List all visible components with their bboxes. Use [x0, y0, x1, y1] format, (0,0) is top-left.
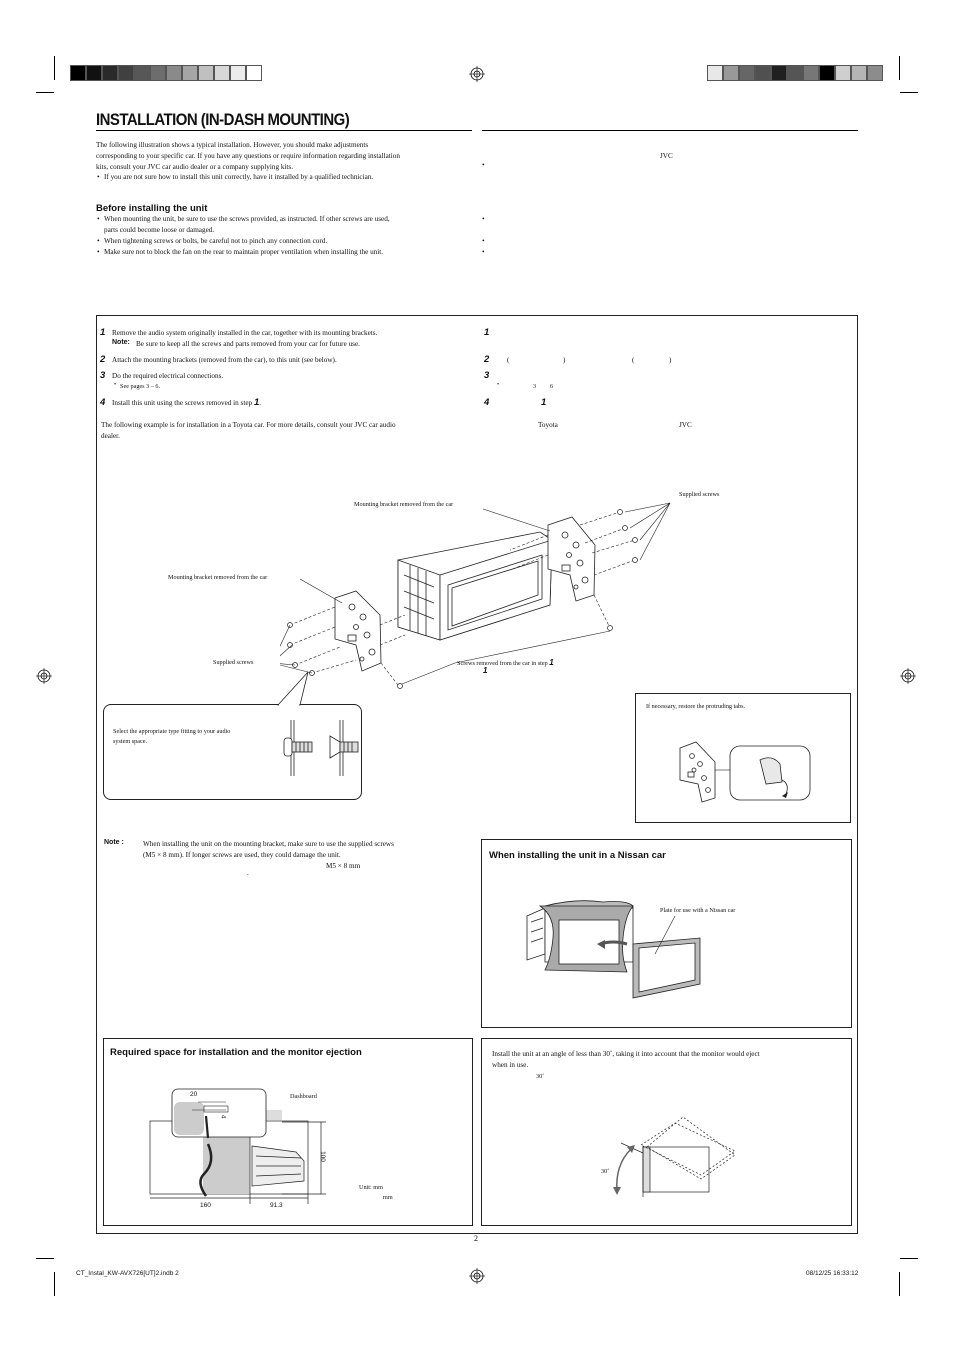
intro-line-3: kits, consult your JVC car audio dealer or a company supplying kits.: [96, 163, 294, 171]
registration-mark-bottom: [469, 1268, 485, 1284]
label-bracket-left: Mounting bracket removed from the car: [168, 574, 268, 581]
label-screws-removed-text: Screws removed from the car in step: [457, 660, 548, 667]
label-screws-removed-ref: 1: [549, 658, 554, 667]
color-swatch: [787, 65, 803, 81]
label-dashboard: Dashboard: [290, 1093, 317, 1100]
bullet-dot: •: [114, 382, 117, 388]
example-line-2: dealer.: [101, 432, 120, 440]
registration-mark-right: [900, 668, 916, 684]
bullet-dot: •: [497, 382, 500, 388]
label-screws-removed: [457, 659, 554, 668]
restore-tabs-diagram: [670, 740, 812, 804]
step-3-sub: See pages 3 – 6.: [120, 383, 161, 390]
bullet-dot: •: [482, 247, 485, 256]
label-bracket-top: Mounting bracket removed from the car: [354, 501, 454, 508]
step-1-text: Remove the audio system originally installed in the car, together with its mounting brackets.: [112, 329, 378, 337]
bullet-dot: •: [482, 214, 485, 223]
step-4-main: Install this unit using the screws removed in step: [112, 399, 253, 407]
note-line-1: When installing the unit on the mounting bracket, make sure to use the supplied screws: [143, 840, 394, 848]
color-swatch: [134, 65, 150, 81]
bullet-dot: •: [482, 236, 485, 245]
note-line-3: M5 × 8 mm: [326, 862, 361, 870]
title-rule-right: [482, 130, 858, 131]
select-type-line-1: Select the appropriate type fitting to your audio: [113, 728, 231, 735]
angle-line-2: when in use.: [492, 1061, 529, 1069]
bullet-dot: •: [482, 160, 485, 169]
nissan-plate-label: Plate for use with a Nissan car: [660, 907, 736, 914]
color-swatch: [755, 65, 771, 81]
right-step-3-page: 6: [550, 383, 554, 390]
angle-line-1: Install the unit at an angle of less than 30˚, taking it into account that the monitor would eject: [492, 1050, 760, 1058]
right-step-number: 3: [484, 370, 490, 381]
bullet-dot: •: [97, 247, 100, 256]
bullet-dot: •: [97, 236, 100, 245]
dim-160: 160: [200, 1202, 211, 1209]
right-step-number: 4: [484, 397, 490, 408]
step-2-text: Attach the mounting brackets (removed from the car), to this unit (see below).: [112, 356, 337, 364]
color-swatch: [102, 65, 118, 81]
intro-line-2: corresponding to your specific car. If you have any questions or require information regarding installation: [96, 152, 400, 160]
registration-mark-top: [469, 66, 485, 82]
note-line-2: (M5 × 8 mm). If longer screws are used, they could damage the unit.: [143, 851, 341, 859]
before-bullet-1b: parts could become loose or damaged.: [104, 226, 215, 234]
required-space-heading: Required space for installation and the monitor ejection: [110, 1047, 362, 1058]
registration-mark-left: [36, 668, 52, 684]
example-jvc: JVC: [679, 421, 692, 429]
note-label: Note :: [104, 839, 124, 846]
label-supplied-left: Supplied screws: [213, 659, 254, 666]
example-line-1: The following example is for installation in a Toyota car. For more details, consult your JVC car audio: [101, 421, 396, 429]
color-swatch: [198, 65, 214, 81]
footer-file: CT_Instal_KW-AVX726[UT]2.indb 2: [76, 1270, 179, 1277]
color-swatch: [214, 65, 230, 81]
step-number: 1: [100, 327, 106, 338]
right-jvc-text: JVC: [660, 152, 673, 160]
step-4-end: .: [259, 399, 262, 407]
color-swatch: [835, 65, 851, 81]
right-step-3-page: 3: [533, 383, 537, 390]
unit-mm-2: mm: [383, 1194, 393, 1201]
color-swatch: [70, 65, 86, 81]
angle-deg-diagram: 30˚: [601, 1168, 610, 1175]
dim-91-3: 91.3: [270, 1202, 283, 1209]
label-supplied-top: Supplied screws: [679, 491, 720, 498]
step-1-note-label: Note:: [112, 339, 130, 346]
example-toyota: Toyota: [538, 421, 558, 429]
color-swatch: [230, 65, 246, 81]
bullet-dot: •: [97, 214, 100, 223]
right-step-2-paren: ): [563, 356, 566, 364]
step-1-note: Be sure to keep all the screws and parts removed from your car for future use.: [136, 340, 360, 348]
color-swatch: [819, 65, 835, 81]
color-swatch: [867, 65, 883, 81]
callout-pointer: [268, 670, 318, 706]
dim-100: 100: [318, 1151, 326, 1162]
unit-mm: Unit: mm: [359, 1184, 383, 1191]
step-4-text: [112, 398, 261, 408]
step-number: 4: [100, 397, 106, 408]
right-step-2-paren: ): [669, 356, 672, 364]
title-rule-left: [96, 130, 472, 131]
step-number: 3: [100, 370, 106, 381]
screw-types-icon: [278, 718, 363, 778]
step-3-text: Do the required electrical connections.: [112, 372, 224, 380]
color-swatch: [707, 65, 723, 81]
before-bullet-1a: When mounting the unit, be sure to use the screws provided, as instructed. If other screws are used,: [104, 215, 390, 223]
label-screws-removed-ref-2: 1: [483, 666, 488, 675]
right-step-number: 2: [484, 354, 490, 365]
nissan-heading: When installing the unit in a Nissan car: [489, 850, 666, 861]
color-swatch: [246, 65, 262, 81]
color-swatch: [803, 65, 819, 81]
step-number: 2: [100, 354, 106, 365]
color-swatch: [771, 65, 787, 81]
color-swatch: [851, 65, 867, 81]
color-swatch: [86, 65, 102, 81]
right-step-number: 1: [484, 327, 490, 338]
angle-deg-right: 30˚: [536, 1073, 545, 1080]
before-heading: Before installing the unit: [96, 203, 208, 214]
intro-bullet-1: If you are not sure how to install this unit correctly, have it installed by a qualified technician.: [104, 173, 374, 181]
right-step-2-paren: (: [632, 356, 635, 364]
required-space-diagram: [146, 1086, 346, 1208]
page-title: INSTALLATION (IN-DASH MOUNTING): [96, 110, 350, 129]
right-step-2-paren: (: [507, 356, 510, 364]
color-swatch: [739, 65, 755, 81]
note-dot: .: [247, 869, 249, 877]
color-swatch: [118, 65, 134, 81]
color-swatch: [166, 65, 182, 81]
footer-date: 08/12/25 16:33:12: [806, 1270, 859, 1277]
angle-diagram: [605, 1115, 745, 1197]
intro-line-1: The following illustration shows a typical installation. However, you should make adjustments: [96, 141, 369, 149]
before-bullet-3: Make sure not to block the fan on the rear to maintain proper ventilation when installing the unit.: [104, 248, 384, 256]
color-swatch: [150, 65, 166, 81]
step-4-ref: 1: [253, 397, 260, 408]
bullet-dot: •: [97, 172, 100, 181]
dim-20: 20: [190, 1091, 198, 1098]
select-type-line-2: system space.: [113, 738, 148, 745]
right-step-4-ref: 1: [541, 397, 547, 408]
before-bullet-2: When tightening screws or bolts, be careful not to pinch any connection cord.: [104, 237, 328, 245]
color-swatch: [723, 65, 739, 81]
restore-tabs-text: If necessary, restore the protruding tabs.: [646, 703, 746, 710]
page-number: 2: [474, 1234, 478, 1243]
nissan-diagram: [515, 898, 710, 1002]
dim-4: 4: [219, 1114, 227, 1119]
color-swatch: [182, 65, 198, 81]
